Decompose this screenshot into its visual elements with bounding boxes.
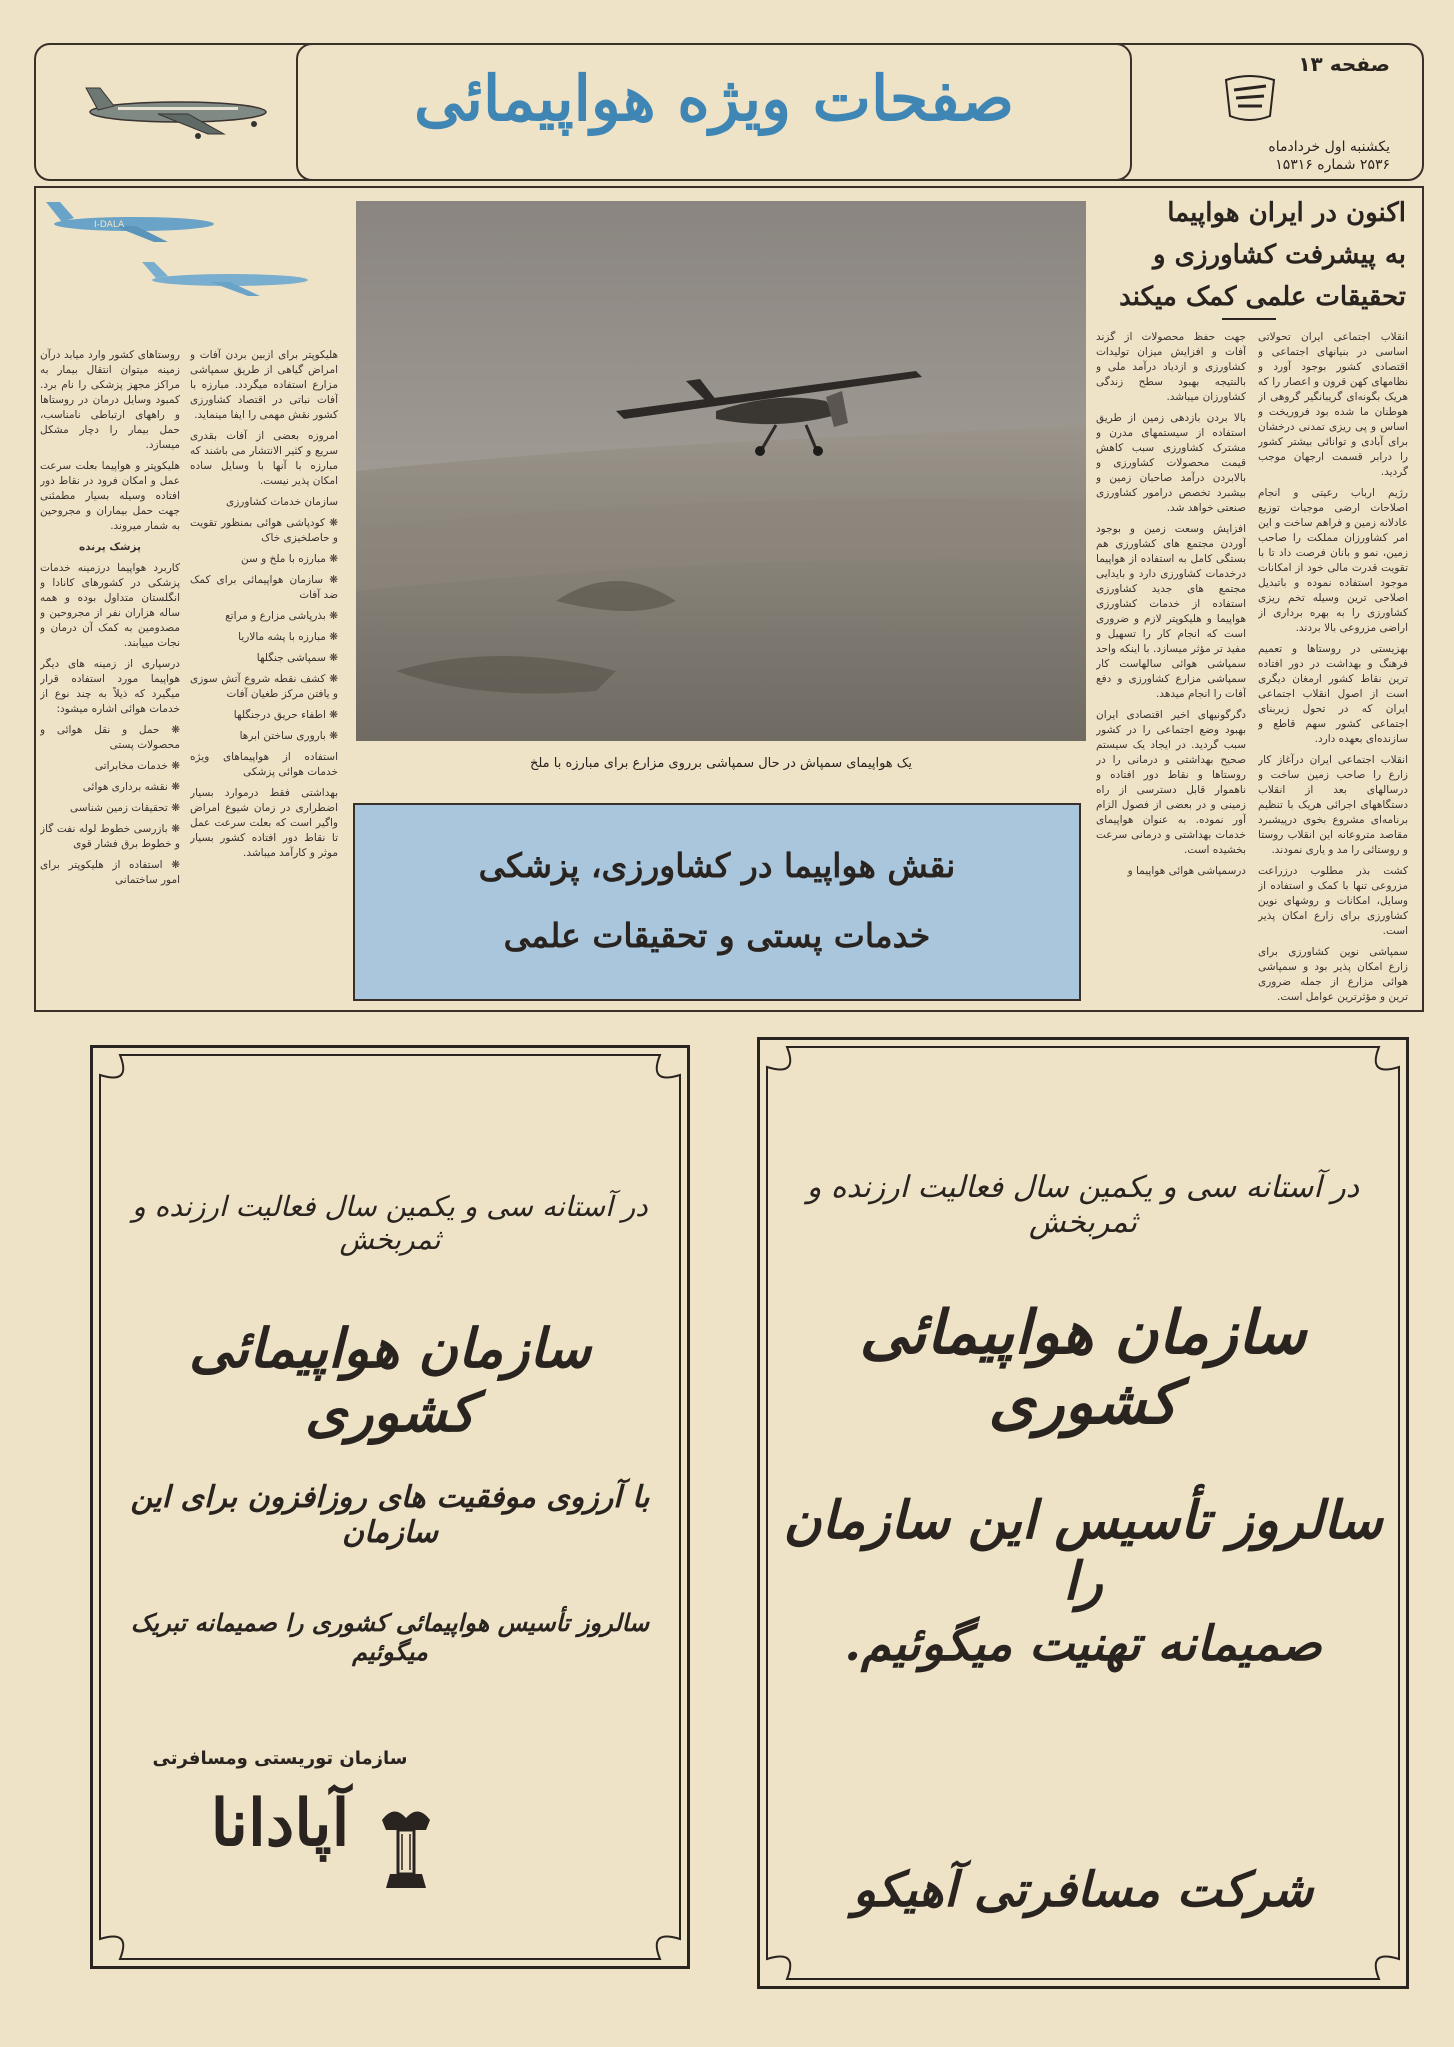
article-headline: [1090, 192, 1406, 318]
photo-caption: یک هواپیمای سمپاش در حال سمپاشی برروی مزارع برای مبارزه با ملخ: [529, 756, 913, 771]
headline-line-2: به پیشرفت کشاورزی و: [1153, 240, 1406, 270]
highlight-line-1: نقش هواپیما در کشاورزی، پزشکی: [478, 846, 956, 885]
ad-apadana-org-label: سازمان توریستی ومسافرتی: [152, 1748, 408, 1769]
ad-ahiko-line-2: سازمان هواپیمائی کشوری: [859, 1298, 1307, 1438]
date-line: یکشنبه اول خردادماه: [1268, 139, 1390, 155]
newspaper-logo-icon: [1222, 70, 1278, 126]
issue-line: ۲۵۳۶ شماره ۱۵۳۱۶: [1275, 157, 1390, 173]
article-column-left-b: روستاهای کشور وارد میابد درآن زمینه میتوان انتقال بیمار به مراکز مجهز پزشکی را نام برد. کمبود وسایل درمان در روستاها و راههای ارتباطی نامناسب، حمل بیمار را دچار مشکل میسازد. هلیکوپتر و هواپیما بعلت سرعت عمل و امکان فرود در نقاط دور افتاده وسیله بسیار مطمئنی جهت حمل بیماران و مجروحین به شمار میروند. پزشک پرنده کاربرد هواپیما درزمینه خدمات پزشکی در کشورهای کانادا و انگلستان متداول بوده و همه ساله هزاران نفر از مجروحین و مصدومین به کمک آن درمان و نجات مییابند. درسپاری از زمینه های دیگر هواپیما مورد استفاده قرار میگیرد که ذیلاً به چند نوع از خدمات هوائی اشاره میشود: ❋ حمل و نقل هوائی و محصولات پستی ❋ خدمات مخابراتی ❋ نقشه برداری هوائی ❋ تحقیقات زمین شناسی ❋ بازرسی خطوط لوله نفت گاز و خطوط برق فشار قوی ❋ استفاده از هلیکوپتر برای امور ساختمانی: [40, 349, 180, 886]
ad-apadana-line-1: در آستانه سی و یکمین سال فعالیت ارزنده و ثمربخش: [132, 1190, 648, 1256]
crop-duster-photo: [356, 201, 1086, 741]
headline-line-3: تحقیقات علمی کمک میکند: [1119, 282, 1406, 312]
page-number: صفحه ۱۳: [1298, 52, 1390, 76]
header-airplane-illustration: [78, 76, 278, 146]
page-title: صفحات ویژه هواپیمائی: [414, 62, 1014, 135]
headline-rule: [1222, 318, 1276, 320]
ad-ahiko-line-1: در آستانه سی و یکمین سال فعالیت ارزنده و ثمربخش: [806, 1170, 1360, 1240]
airplane-registration: I-DALA: [94, 220, 125, 230]
headline-line-1: اکنون در ایران هواپیما: [1167, 198, 1406, 228]
ad-apadana-line-3: با آرزوی موفقیت های روزافزون برای این سازمان: [130, 1480, 650, 1550]
publication-date: [1170, 138, 1390, 174]
ad-ahiko-line-4: صمیمانه تهنیت میگوئیم.: [844, 1616, 1322, 1672]
highlight-line-2: خدمات پستی و تحقیقات علمی: [503, 916, 931, 955]
blue-airplane-illustration-2: [130, 258, 320, 298]
ad-ahiko-line-3: سالروز تأسیس این سازمان را: [783, 1490, 1383, 1612]
article-column-right: انقلاب اجتماعی ایران تحولاتی اساسی در بنیانهای اجتماعی و اقتصادی کشور بوجود آورد و نظامهای کهن قرون و اعصار را که هریک بگونه‌ای گریبانگیر گروهی از هوطنان ما شده بود فروریخت و اساس و پی ریزی تمدنی درخشان برای آبادی و توانائی بیشتر کشور را درابر قسمت ارجهان موجب گردید. رژیم ارباب رعیتی و انجام اصلاحات ارضی موجبات توزیع عادلانه زمین و فراهم ساخت و این امر کشاورزان مملکت را صاحب زمین، نمو و بانان فرصت داد تا با تقویت قدرت مالی خود از امکانات موجود استفاده نموده و باتبدیل اصلاحی ترین وسیله تخم ریزی کشاورزی را به بهره برداری از اراضی مزروعی بالا بردند. بهزیستی در روستاها و تعمیم فرهنگ و بهداشت در دور افتاده ترین نقاط کشور ارمغان دیگری است از اصول انقلاب اجتماعی ایران که در تحول زیربنای اجتماعی کشور سهم قاطع و سازنده‌ای بعهده دارد. انقلاب اجتماعی ایران درآغاز کار زارع را صاحب زمین ساخت و درسالهای بعد از انقلاب دستگاههای اجرائی هریک با تنظیم برنامه‌ای مشروع بخوی درپیشبرد مقاصد متروعانه این انقلاب روستا و روستائی را مد و یاری نمودند. کشت بذر مطلوب درزراعت مزروعی تنها با کمک و استفاده از وسایل، امکانات و روشهای نوین کشاورزی برای زارع امکان پذیر است. سمپاشی نوین کشاورزی برای زارع امکان پذیر بود و سمپاشی هوائی مزارع از جمله ضروری ترین و مؤثرترین عوامل است.: [1258, 331, 1408, 1003]
blue-airplane-illustration: [34, 196, 224, 246]
highlight-box: [353, 803, 1081, 1001]
article-column-left-a: هلیکوپتر برای ازبین بردن آفات و امراض گیاهی از طریق سمپاشی مزارع استفاده میگردد. مبارزه با آفات نباتی در اقتصاد کشاورزی کشور نقش مهمی را ایفا مینماید. امروزه بعضی از آفات بقدری سریع و کثیر الانتشار می باشند که مبارزه با آنها با وسایل ساده امکان پذیر نیست. سازمان خدمات کشاورزی ❋ کودپاشی هوائی بمنظور تقویت و حاصلخیزی خاک ❋ مبارزه با ملخ و سن ❋ سازمان هواپیمائی برای کمک ضد آفات ❋ بذرپاشی مزارع و مراتع ❋ مبارزه با پشه مالاریا ❋ سمپاشی جنگلها ❋ کشف نقطه شروع آتش سوزی و یافتن مرکز طغیان آفات ❋ اطفاء حریق درجنگلها ❋ باروری ساختن ابرها استفاده از هواپیماهای ویژه خدمات هوائی پزشکی بهداشتی فقط درموارد بسیار اضطراری در زمان شیوع امراض واگیر است که بعلت سرعت عمل تا نقاط دور افتاده کشور بسیار موثر و کارآمد میباشد.: [190, 349, 338, 859]
ad-apadana-brand: آپادانا: [210, 1786, 350, 1861]
ad-apadana-line-2: سازمان هواپیمائی کشوری: [188, 1316, 592, 1444]
ad-apadana-line-4: سالروز تأسیس هواپیمائی کشوری را صمیمانه تبریک میگوئیم: [130, 1608, 650, 1666]
article-column-middle: جهت حفظ محصولات از گزند آفات و افزایش میزان تولیدات کشاورزی و ازدیاد درآمد ملی و بالنتیجه بهبود سطح زندگی کشاورزان میباشد. بالا بردن بازدهی زمین از طریق استفاده از سیستمهای مدرن و مشترک کشاورزی سبب کاهش قیمت محصولات کشاورزی و بالابردن درآمد صاحبان زمین و بیشبرد تخصص درامور کشاورزی صنعتی خواهد شد. افزایش وسعت زمین و بوجود آوردن مجتمع های کشاورزی هم بستگی کامل به استفاده از هواپیما درخدمات کشاورزی دارد و بایدایی مجتمع های جدید کشاورزی استفاده از خدمات کشاورزی هواپیما و هلیکوپتر لازم و ضروری است که انجام کار را تسهیل و مفید تر مؤثر میسازد. با اینکه واحد سمپاشی هوائی سالهاست کار سمپاشی مزارع کشاورزی و دفع آفات را انجام میدهد. دگرگونیهای اخیر اقتصادی ایران بهبود وضع اجتماعی را در کشور سبب گردید. در ایجاد یک سیستم صحیح بهداشتی و درمانی را در روستاها و نقاط دور افتاده و ناهموار قابل دسترسی از راه زمینی و در بعضی از فصول الزام آور نموده. به عنوان هواپیمای خدمات بهداشتی و درمانی سرعت بخشیده است. درسمپاشی هوائی هواپیما و: [1096, 331, 1246, 877]
apadana-column-emblem-icon: [376, 1800, 436, 1892]
ad-ahiko-signature: شرکت مسافرتی آهیکو: [852, 1862, 1314, 1918]
